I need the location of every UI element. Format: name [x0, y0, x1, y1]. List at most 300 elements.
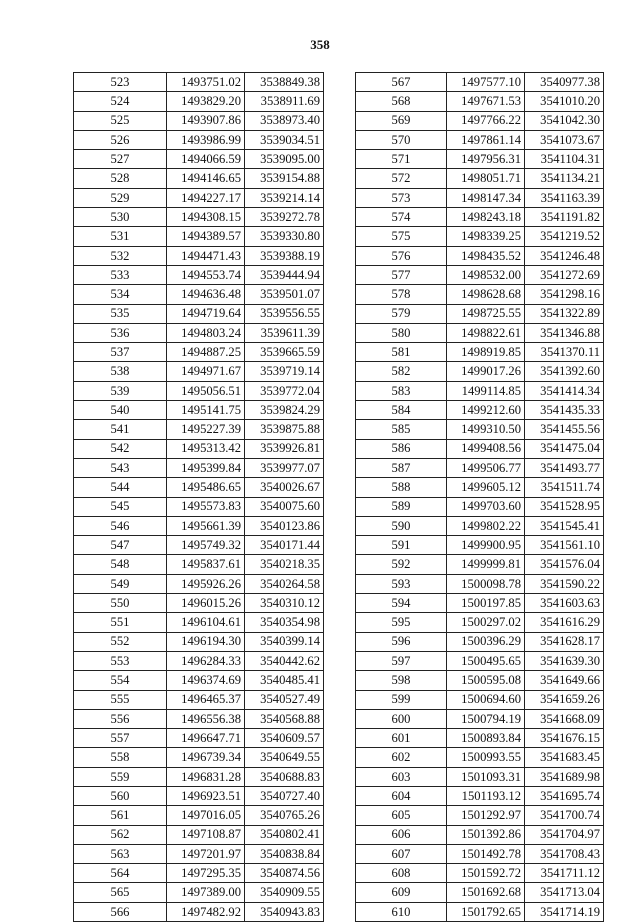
x-coordinate-cell: 1494227.17 [167, 188, 245, 207]
x-coordinate-cell: 1494719.64 [167, 304, 245, 323]
table-row [356, 902, 604, 921]
x-coordinate-cell: 1498628.68 [447, 285, 525, 304]
x-coordinate-cell: 1497861.14 [447, 130, 525, 149]
x-coordinate-cell: 1499999.81 [447, 555, 525, 574]
table-row [356, 169, 604, 188]
point-number-cell: 578 [356, 285, 447, 304]
x-coordinate-cell: 1494887.25 [167, 343, 245, 362]
y-coordinate-cell: 3540802.41 [245, 825, 324, 844]
y-coordinate-cell: 3540399.14 [245, 632, 324, 651]
table-row [74, 323, 324, 342]
x-coordinate-cell: 1500495.65 [447, 651, 525, 670]
point-number-cell: 608 [356, 864, 447, 883]
x-coordinate-cell: 1496284.33 [167, 651, 245, 670]
coordinate-table-left [73, 72, 324, 922]
x-coordinate-cell: 1499114.85 [447, 381, 525, 400]
table-row [74, 420, 324, 439]
y-coordinate-cell: 3541219.52 [525, 227, 604, 246]
table-row [74, 401, 324, 420]
table-row [74, 690, 324, 709]
x-coordinate-cell: 1500794.19 [447, 709, 525, 728]
x-coordinate-cell: 1501792.65 [447, 902, 525, 921]
y-coordinate-cell: 3541545.41 [525, 516, 604, 535]
table-row [74, 902, 324, 921]
y-coordinate-cell: 3541298.16 [525, 285, 604, 304]
x-coordinate-cell: 1497482.92 [167, 902, 245, 921]
point-number-cell: 582 [356, 362, 447, 381]
table-row [356, 188, 604, 207]
x-coordinate-cell: 1498435.52 [447, 246, 525, 265]
table-row [356, 748, 604, 767]
x-coordinate-cell: 1499703.60 [447, 497, 525, 516]
x-coordinate-cell: 1495926.26 [167, 574, 245, 593]
x-coordinate-cell: 1496194.30 [167, 632, 245, 651]
x-coordinate-cell: 1501392.86 [447, 825, 525, 844]
y-coordinate-cell: 3539154.88 [245, 169, 324, 188]
point-number-cell: 562 [74, 825, 167, 844]
x-coordinate-cell: 1500694.60 [447, 690, 525, 709]
x-coordinate-cell: 1498822.61 [447, 323, 525, 342]
point-number-cell: 540 [74, 401, 167, 420]
y-coordinate-cell: 3539772.04 [245, 381, 324, 400]
table-row [74, 227, 324, 246]
x-coordinate-cell: 1493986.99 [167, 130, 245, 149]
y-coordinate-cell: 3541683.45 [525, 748, 604, 767]
y-coordinate-cell: 3539977.07 [245, 458, 324, 477]
point-number-cell: 569 [356, 111, 447, 130]
x-coordinate-cell: 1501193.12 [447, 786, 525, 805]
point-number-cell: 556 [74, 709, 167, 728]
point-number-cell: 551 [74, 613, 167, 632]
y-coordinate-cell: 3540442.62 [245, 651, 324, 670]
y-coordinate-cell: 3540485.41 [245, 671, 324, 690]
table-row [356, 304, 604, 323]
y-coordinate-cell: 3541708.43 [525, 844, 604, 863]
y-coordinate-cell: 3541603.63 [525, 594, 604, 613]
y-coordinate-cell: 3541322.89 [525, 304, 604, 323]
point-number-cell: 536 [74, 323, 167, 342]
y-coordinate-cell: 3539824.29 [245, 401, 324, 420]
table-row [74, 285, 324, 304]
table-row [74, 594, 324, 613]
y-coordinate-cell: 3540943.83 [245, 902, 324, 921]
x-coordinate-cell: 1494308.15 [167, 208, 245, 227]
point-number-cell: 524 [74, 92, 167, 111]
table-row [74, 729, 324, 748]
x-coordinate-cell: 1497389.00 [167, 883, 245, 902]
x-coordinate-cell: 1498051.71 [447, 169, 525, 188]
y-coordinate-cell: 3541695.74 [525, 786, 604, 805]
x-coordinate-cell: 1498532.00 [447, 265, 525, 284]
x-coordinate-cell: 1495141.75 [167, 401, 245, 420]
point-number-cell: 555 [74, 690, 167, 709]
x-coordinate-cell: 1501692.68 [447, 883, 525, 902]
x-coordinate-cell: 1501592.72 [447, 864, 525, 883]
y-coordinate-cell: 3540527.49 [245, 690, 324, 709]
point-number-cell: 574 [356, 208, 447, 227]
table-row [74, 478, 324, 497]
point-number-cell: 587 [356, 458, 447, 477]
y-coordinate-cell: 3540075.60 [245, 497, 324, 516]
table-row [74, 864, 324, 883]
x-coordinate-cell: 1494471.43 [167, 246, 245, 265]
point-number-cell: 550 [74, 594, 167, 613]
point-number-cell: 558 [74, 748, 167, 767]
point-number-cell: 598 [356, 671, 447, 690]
table-row [356, 285, 604, 304]
point-number-cell: 603 [356, 767, 447, 786]
point-number-cell: 570 [356, 130, 447, 149]
table-row [356, 343, 604, 362]
table-row [356, 613, 604, 632]
point-number-cell: 561 [74, 806, 167, 825]
y-coordinate-cell: 3541414.34 [525, 381, 604, 400]
table-row [356, 73, 604, 92]
y-coordinate-cell: 3541576.04 [525, 555, 604, 574]
x-coordinate-cell: 1497295.35 [167, 864, 245, 883]
point-number-cell: 564 [74, 864, 167, 883]
x-coordinate-cell: 1494146.65 [167, 169, 245, 188]
y-coordinate-cell: 3541704.97 [525, 825, 604, 844]
table-row [74, 786, 324, 805]
table-row [74, 362, 324, 381]
table-row [356, 265, 604, 284]
point-number-cell: 580 [356, 323, 447, 342]
point-number-cell: 606 [356, 825, 447, 844]
y-coordinate-cell: 3541676.15 [525, 729, 604, 748]
x-coordinate-cell: 1494553.74 [167, 265, 245, 284]
table-row [74, 208, 324, 227]
table-row [74, 130, 324, 149]
x-coordinate-cell: 1499212.60 [447, 401, 525, 420]
point-number-cell: 538 [74, 362, 167, 381]
x-coordinate-cell: 1495837.61 [167, 555, 245, 574]
x-coordinate-cell: 1493751.02 [167, 73, 245, 92]
table-row [74, 632, 324, 651]
x-coordinate-cell: 1500993.55 [447, 748, 525, 767]
x-coordinate-cell: 1498243.18 [447, 208, 525, 227]
x-coordinate-cell: 1497956.31 [447, 150, 525, 169]
table-row [356, 401, 604, 420]
x-coordinate-cell: 1497108.87 [167, 825, 245, 844]
point-number-cell: 604 [356, 786, 447, 805]
x-coordinate-cell: 1495313.42 [167, 439, 245, 458]
y-coordinate-cell: 3538911.69 [245, 92, 324, 111]
table-row [74, 73, 324, 92]
table-row [74, 806, 324, 825]
table-row [74, 188, 324, 207]
table-row [356, 150, 604, 169]
table-row [356, 323, 604, 342]
y-coordinate-cell: 3540765.26 [245, 806, 324, 825]
table-row [356, 362, 604, 381]
y-coordinate-cell: 3540310.12 [245, 594, 324, 613]
page-number: 358 [310, 37, 330, 52]
x-coordinate-cell: 1499310.50 [447, 420, 525, 439]
x-coordinate-cell: 1495056.51 [167, 381, 245, 400]
y-coordinate-cell: 3539556.55 [245, 304, 324, 323]
x-coordinate-cell: 1497766.22 [447, 111, 525, 130]
table-row [74, 343, 324, 362]
point-number-cell: 597 [356, 651, 447, 670]
x-coordinate-cell: 1495399.84 [167, 458, 245, 477]
y-coordinate-cell: 3540026.67 [245, 478, 324, 497]
y-coordinate-cell: 3541711.12 [525, 864, 604, 883]
table-row [74, 497, 324, 516]
point-number-cell: 609 [356, 883, 447, 902]
table-row [74, 150, 324, 169]
point-number-cell: 589 [356, 497, 447, 516]
table-row [74, 844, 324, 863]
x-coordinate-cell: 1493907.86 [167, 111, 245, 130]
point-number-cell: 548 [74, 555, 167, 574]
table-row [356, 246, 604, 265]
point-number-cell: 531 [74, 227, 167, 246]
table-row [356, 864, 604, 883]
y-coordinate-cell: 3539444.94 [245, 265, 324, 284]
y-coordinate-cell: 3539501.07 [245, 285, 324, 304]
point-number-cell: 565 [74, 883, 167, 902]
point-number-cell: 557 [74, 729, 167, 748]
point-number-cell: 559 [74, 767, 167, 786]
x-coordinate-cell: 1499017.26 [447, 362, 525, 381]
x-coordinate-cell: 1500595.08 [447, 671, 525, 690]
table-row [356, 208, 604, 227]
table-row [74, 767, 324, 786]
point-number-cell: 544 [74, 478, 167, 497]
x-coordinate-cell: 1500893.84 [447, 729, 525, 748]
point-number-cell: 560 [74, 786, 167, 805]
point-number-cell: 554 [74, 671, 167, 690]
y-coordinate-cell: 3541392.60 [525, 362, 604, 381]
table-row [356, 555, 604, 574]
point-number-cell: 541 [74, 420, 167, 439]
table-row [74, 169, 324, 188]
y-coordinate-cell: 3541689.98 [525, 767, 604, 786]
y-coordinate-cell: 3541104.31 [525, 150, 604, 169]
point-number-cell: 595 [356, 613, 447, 632]
y-coordinate-cell: 3541511.74 [525, 478, 604, 497]
y-coordinate-cell: 3539214.14 [245, 188, 324, 207]
x-coordinate-cell: 1496923.51 [167, 786, 245, 805]
x-coordinate-cell: 1497201.97 [167, 844, 245, 863]
x-coordinate-cell: 1495486.65 [167, 478, 245, 497]
y-coordinate-cell: 3541713.04 [525, 883, 604, 902]
table-row [74, 748, 324, 767]
point-number-cell: 552 [74, 632, 167, 651]
point-number-cell: 568 [356, 92, 447, 111]
y-coordinate-cell: 3539095.00 [245, 150, 324, 169]
point-number-cell: 610 [356, 902, 447, 921]
y-coordinate-cell: 3541134.21 [525, 169, 604, 188]
table-row [356, 806, 604, 825]
table-row [74, 381, 324, 400]
point-number-cell: 581 [356, 343, 447, 362]
x-coordinate-cell: 1498147.34 [447, 188, 525, 207]
point-number-cell: 530 [74, 208, 167, 227]
point-number-cell: 532 [74, 246, 167, 265]
point-number-cell: 572 [356, 169, 447, 188]
x-coordinate-cell: 1496739.34 [167, 748, 245, 767]
point-number-cell: 579 [356, 304, 447, 323]
point-number-cell: 546 [74, 516, 167, 535]
x-coordinate-cell: 1498919.85 [447, 343, 525, 362]
table-row [74, 613, 324, 632]
point-number-cell: 583 [356, 381, 447, 400]
y-coordinate-cell: 3540649.55 [245, 748, 324, 767]
x-coordinate-cell: 1497016.05 [167, 806, 245, 825]
table-row [356, 536, 604, 555]
point-number-cell: 533 [74, 265, 167, 284]
table-row [74, 111, 324, 130]
y-coordinate-cell: 3541649.66 [525, 671, 604, 690]
x-coordinate-cell: 1496831.28 [167, 767, 245, 786]
point-number-cell: 592 [356, 555, 447, 574]
table-row [356, 709, 604, 728]
point-number-cell: 534 [74, 285, 167, 304]
y-coordinate-cell: 3540874.56 [245, 864, 324, 883]
x-coordinate-cell: 1500297.02 [447, 613, 525, 632]
y-coordinate-cell: 3538849.38 [245, 73, 324, 92]
x-coordinate-cell: 1496104.61 [167, 613, 245, 632]
x-coordinate-cell: 1500098.78 [447, 574, 525, 593]
point-number-cell: 539 [74, 381, 167, 400]
point-number-cell: 547 [74, 536, 167, 555]
point-number-cell: 566 [74, 902, 167, 921]
y-coordinate-cell: 3541714.19 [525, 902, 604, 921]
x-coordinate-cell: 1498725.55 [447, 304, 525, 323]
table-row [74, 555, 324, 574]
table-row [74, 304, 324, 323]
x-coordinate-cell: 1497577.10 [447, 73, 525, 92]
x-coordinate-cell: 1496556.38 [167, 709, 245, 728]
y-coordinate-cell: 3541435.33 [525, 401, 604, 420]
y-coordinate-cell: 3541668.09 [525, 709, 604, 728]
y-coordinate-cell: 3539926.81 [245, 439, 324, 458]
point-number-cell: 593 [356, 574, 447, 593]
y-coordinate-cell: 3540123.86 [245, 516, 324, 535]
y-coordinate-cell: 3540171.44 [245, 536, 324, 555]
coordinate-table-right [355, 72, 604, 922]
point-number-cell: 602 [356, 748, 447, 767]
point-number-cell: 549 [74, 574, 167, 593]
point-number-cell: 605 [356, 806, 447, 825]
y-coordinate-cell: 3541042.30 [525, 111, 604, 130]
table-row [356, 825, 604, 844]
y-coordinate-cell: 3539388.19 [245, 246, 324, 265]
table-row [74, 671, 324, 690]
point-number-cell: 542 [74, 439, 167, 458]
y-coordinate-cell: 3540977.38 [525, 73, 604, 92]
x-coordinate-cell: 1498339.25 [447, 227, 525, 246]
point-number-cell: 571 [356, 150, 447, 169]
table-row [356, 574, 604, 593]
y-coordinate-cell: 3541639.30 [525, 651, 604, 670]
point-number-cell: 576 [356, 246, 447, 265]
y-coordinate-cell: 3541346.88 [525, 323, 604, 342]
x-coordinate-cell: 1496015.26 [167, 594, 245, 613]
y-coordinate-cell: 3541073.67 [525, 130, 604, 149]
y-coordinate-cell: 3539875.88 [245, 420, 324, 439]
x-coordinate-cell: 1495573.83 [167, 497, 245, 516]
x-coordinate-cell: 1500396.29 [447, 632, 525, 651]
point-number-cell: 590 [356, 516, 447, 535]
point-number-cell: 594 [356, 594, 447, 613]
point-number-cell: 553 [74, 651, 167, 670]
point-number-cell: 607 [356, 844, 447, 863]
point-number-cell: 528 [74, 169, 167, 188]
point-number-cell: 527 [74, 150, 167, 169]
point-number-cell: 601 [356, 729, 447, 748]
table-row [74, 574, 324, 593]
x-coordinate-cell: 1494636.48 [167, 285, 245, 304]
x-coordinate-cell: 1499408.56 [447, 439, 525, 458]
x-coordinate-cell: 1494803.24 [167, 323, 245, 342]
x-coordinate-cell: 1494066.59 [167, 150, 245, 169]
point-number-cell: 577 [356, 265, 447, 284]
x-coordinate-cell: 1496374.69 [167, 671, 245, 690]
table-row [356, 767, 604, 786]
point-number-cell: 575 [356, 227, 447, 246]
y-coordinate-cell: 3540909.55 [245, 883, 324, 902]
y-coordinate-cell: 3541528.95 [525, 497, 604, 516]
table-row [74, 536, 324, 555]
table-row [356, 690, 604, 709]
y-coordinate-cell: 3539665.59 [245, 343, 324, 362]
x-coordinate-cell: 1499605.12 [447, 478, 525, 497]
table-row [356, 458, 604, 477]
point-number-cell: 586 [356, 439, 447, 458]
y-coordinate-cell: 3540568.88 [245, 709, 324, 728]
x-coordinate-cell: 1495749.32 [167, 536, 245, 555]
table-row [74, 246, 324, 265]
table-row [74, 439, 324, 458]
x-coordinate-cell: 1495661.39 [167, 516, 245, 535]
point-number-cell: 584 [356, 401, 447, 420]
x-coordinate-cell: 1499900.95 [447, 536, 525, 555]
y-coordinate-cell: 3540838.84 [245, 844, 324, 863]
y-coordinate-cell: 3541616.29 [525, 613, 604, 632]
table-row [356, 729, 604, 748]
y-coordinate-cell: 3540688.83 [245, 767, 324, 786]
table-row [356, 92, 604, 111]
point-number-cell: 573 [356, 188, 447, 207]
y-coordinate-cell: 3539719.14 [245, 362, 324, 381]
x-coordinate-cell: 1501093.31 [447, 767, 525, 786]
x-coordinate-cell: 1493829.20 [167, 92, 245, 111]
y-coordinate-cell: 3541590.22 [525, 574, 604, 593]
table-row [356, 420, 604, 439]
y-coordinate-cell: 3541475.04 [525, 439, 604, 458]
y-coordinate-cell: 3539330.80 [245, 227, 324, 246]
x-coordinate-cell: 1500197.85 [447, 594, 525, 613]
point-number-cell: 599 [356, 690, 447, 709]
point-number-cell: 591 [356, 536, 447, 555]
point-number-cell: 529 [74, 188, 167, 207]
x-coordinate-cell: 1497671.53 [447, 92, 525, 111]
table-row [74, 883, 324, 902]
x-coordinate-cell: 1501492.78 [447, 844, 525, 863]
y-coordinate-cell: 3539034.51 [245, 130, 324, 149]
table-row [356, 497, 604, 516]
point-number-cell: 525 [74, 111, 167, 130]
table-row [74, 709, 324, 728]
x-coordinate-cell: 1496647.71 [167, 729, 245, 748]
point-number-cell: 588 [356, 478, 447, 497]
table-row [74, 516, 324, 535]
table-row [356, 478, 604, 497]
point-number-cell: 535 [74, 304, 167, 323]
